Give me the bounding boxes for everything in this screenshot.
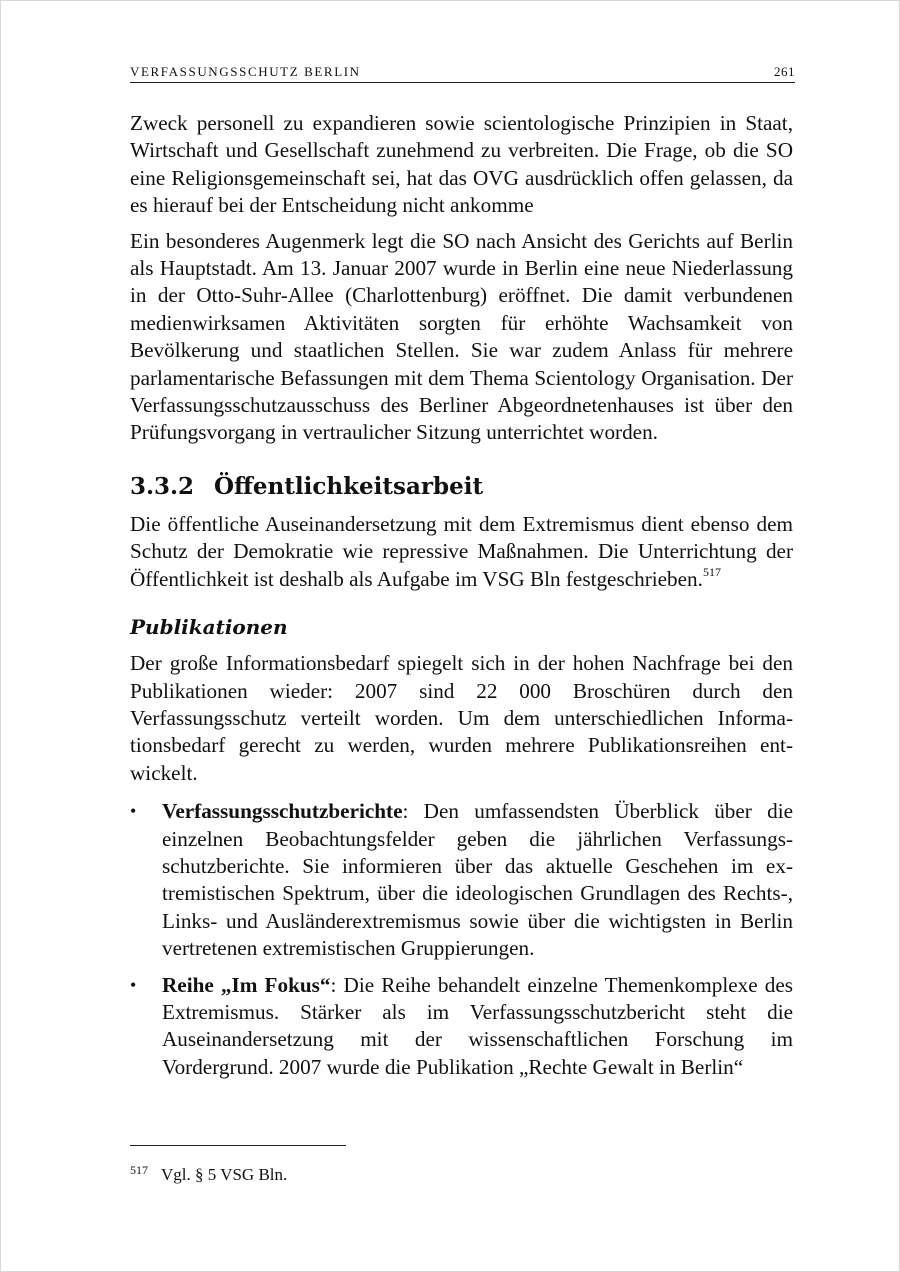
footnote-divider xyxy=(130,1145,346,1146)
bullet-icon: • xyxy=(130,801,137,822)
section-intro-text: Die öffentliche Auseinandersetzung mit dem Extremismus dient ebenso dem Schutz der Demokratie wie repressive Maßnahmen. Die Unterrichtung der Öffentlichkeit ist deshalb als Aufgabe im VSG Bln festgeschrieben. xyxy=(130,511,793,591)
subsection-heading: Publikationen xyxy=(130,615,288,640)
publication-list xyxy=(130,798,793,1081)
paragraph-berlin: Ein besonderes Augenmerk legt die SO nach Ansicht des Gerichts auf Berlin als Hauptstadt. Am 13. Januar 2007 wurde in Berlin eine neue Niederlassung in der Otto-Suhr-Allee (Charlottenburg) eröffnet. Die damit verbundenen medienwirksamen Aktivitäten sorgten für erhöhte Wachsamkeit von Bevölkerung und staatlichen Stellen. Sie war zudem Anlass für mehrere parlamentarische Befassungen mit dem Thema Scientology Organisation. Der Verfassungsschutzausschuss des Berliner Abgeordnetenhauses ist über den Prüfungsvorgang in vertraulicher Sitzung unterrichtet worden. xyxy=(130,228,793,445)
footnote-text: Vgl. § 5 VSG Bln. xyxy=(161,1165,288,1184)
section-intro xyxy=(130,511,793,596)
section-title: Öffentlichkeitsarbeit xyxy=(214,472,484,500)
list-item-text: : Den umfassendsten Überblick über die einzelnen Beobachtungsfelder geben die jährlichen Verfassungsschutzberichte. Sie informieren über das aktuelle Geschehen im extremistischen Spektrum, über die ideologischen Grundlagen des Rechts-, Links- und Ausländerextremismus sowie über die wichtigsten in Berlin vertretenen extremistischen Gruppierungen. xyxy=(162,799,793,961)
running-header xyxy=(130,64,795,83)
page-content xyxy=(130,110,793,1090)
subsection-paragraph: Der große Informationsbedarf spiegelt sich in der hohen Nachfrage bei den Publikationen wieder: 2007 sind 22 000 Broschüren durch den Verfassungsschutz verteilt worden. Um dem unterschiedlichen Informationsbedarf gerecht zu werden, wurden mehrere Publikationsreihen entwickelt. xyxy=(130,651,793,785)
page-number: 261 xyxy=(774,64,795,79)
list-item xyxy=(130,798,793,962)
footnote-reference[interactable]: 517 xyxy=(702,564,721,579)
list-item-text: : Die Reihe behandelt einzelne Themenkomplexe des Extremismus. Stärker als im Verfassungsschutzbericht steht die Auseinandersetzung mit der wissenschaftlichen Forschung im Vordergrund. 2007 wurde die Publikation „Rechte Gewalt in Berlin“ xyxy=(162,972,793,1079)
list-item-term: Reihe „Im Fokus“ xyxy=(162,972,331,997)
list-item-term: Verfassungsschutzberichte xyxy=(162,799,403,824)
paragraph-continuation: Zweck personell zu expandieren sowie scientologische Prinzipien in Staat, Wirtschaft und Gesellschaft zunehmend zu verbreiten. Die Frage, ob die SO eine Religionsgemeinschaft sei, hat das OVG ausdrücklich offen gelassen, da es hierauf bei der Entscheidung nicht ankomme xyxy=(130,111,793,218)
footnote xyxy=(130,1164,287,1187)
list-item xyxy=(130,972,793,1082)
bullet-icon: • xyxy=(130,974,137,995)
footnote-number: 517 xyxy=(130,1163,148,1177)
header-title: VERFASSUNGSSCHUTZ BERLIN xyxy=(130,64,361,79)
section-heading xyxy=(130,472,793,502)
section-number: 3.3.2 xyxy=(130,472,195,500)
